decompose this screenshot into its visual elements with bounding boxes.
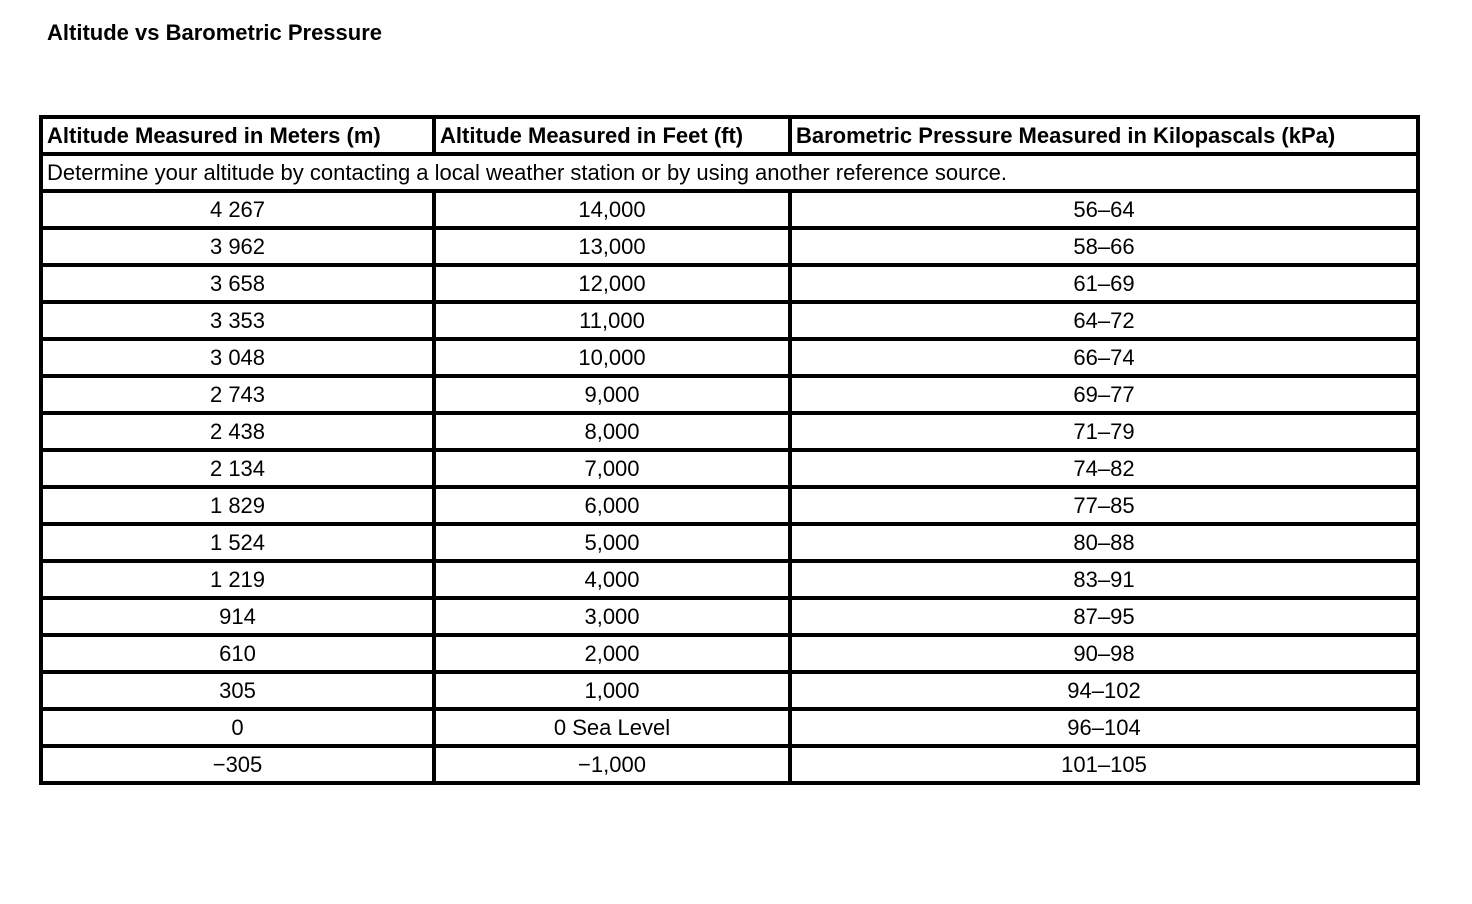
table-row [41, 561, 1418, 598]
meters-cell: 3 658 [41, 265, 434, 302]
meters-cell: 305 [41, 672, 434, 709]
table-row [41, 302, 1418, 339]
feet-cell: 3,000 [434, 598, 790, 635]
kpa-cell: 56–64 [790, 191, 1418, 228]
kpa-cell: 64–72 [790, 302, 1418, 339]
table-row [41, 746, 1418, 783]
meters-cell: 3 048 [41, 339, 434, 376]
note-row [41, 154, 1418, 191]
table-row [41, 672, 1418, 709]
header-feet: Altitude Measured in Feet (ft) [434, 117, 790, 154]
meters-cell: 4 267 [41, 191, 434, 228]
kpa-cell: 101–105 [790, 746, 1418, 783]
meters-cell: 2 438 [41, 413, 434, 450]
meters-cell: 0 [41, 709, 434, 746]
header-row [41, 117, 1418, 154]
kpa-cell: 96–104 [790, 709, 1418, 746]
kpa-cell: 94–102 [790, 672, 1418, 709]
feet-cell: −1,000 [434, 746, 790, 783]
table-row [41, 524, 1418, 561]
table-row [41, 191, 1418, 228]
meters-cell: −305 [41, 746, 434, 783]
feet-cell: 8,000 [434, 413, 790, 450]
table-row [41, 228, 1418, 265]
meters-cell: 3 962 [41, 228, 434, 265]
kpa-cell: 90–98 [790, 635, 1418, 672]
feet-cell: 4,000 [434, 561, 790, 598]
table-row [41, 635, 1418, 672]
meters-cell: 3 353 [41, 302, 434, 339]
kpa-cell: 66–74 [790, 339, 1418, 376]
table-row [41, 598, 1418, 635]
page-title: Altitude vs Barometric Pressure [47, 20, 383, 45]
table-row [41, 413, 1418, 450]
table-row [41, 450, 1418, 487]
reference-note: Determine your altitude by contacting a local weather station or by using another reference source. [41, 154, 1418, 191]
feet-cell: 10,000 [434, 339, 790, 376]
kpa-cell: 58–66 [790, 228, 1418, 265]
feet-cell: 6,000 [434, 487, 790, 524]
kpa-cell: 61–69 [790, 265, 1418, 302]
feet-cell: 12,000 [434, 265, 790, 302]
feet-cell: 5,000 [434, 524, 790, 561]
feet-cell: 13,000 [434, 228, 790, 265]
feet-cell: 9,000 [434, 376, 790, 413]
kpa-cell: 87–95 [790, 598, 1418, 635]
kpa-cell: 71–79 [790, 413, 1418, 450]
feet-cell: 7,000 [434, 450, 790, 487]
header-kilopascals: Barometric Pressure Measured in Kilopascals (kPa) [790, 117, 1418, 154]
table-row [41, 265, 1418, 302]
meters-cell: 610 [41, 635, 434, 672]
feet-cell: 14,000 [434, 191, 790, 228]
meters-cell: 2 743 [41, 376, 434, 413]
table-row [41, 709, 1418, 746]
table-row [41, 487, 1418, 524]
table-row [41, 376, 1418, 413]
feet-cell: 0 Sea Level [434, 709, 790, 746]
kpa-cell: 77–85 [790, 487, 1418, 524]
feet-cell: 1,000 [434, 672, 790, 709]
kpa-cell: 74–82 [790, 450, 1418, 487]
altitude-pressure-table [39, 115, 1420, 785]
kpa-cell: 80–88 [790, 524, 1418, 561]
table-row [41, 339, 1418, 376]
meters-cell: 1 829 [41, 487, 434, 524]
meters-cell: 914 [41, 598, 434, 635]
feet-cell: 2,000 [434, 635, 790, 672]
meters-cell: 1 524 [41, 524, 434, 561]
kpa-cell: 69–77 [790, 376, 1418, 413]
header-meters: Altitude Measured in Meters (m) [41, 117, 434, 154]
feet-cell: 11,000 [434, 302, 790, 339]
meters-cell: 1 219 [41, 561, 434, 598]
kpa-cell: 83–91 [790, 561, 1418, 598]
meters-cell: 2 134 [41, 450, 434, 487]
